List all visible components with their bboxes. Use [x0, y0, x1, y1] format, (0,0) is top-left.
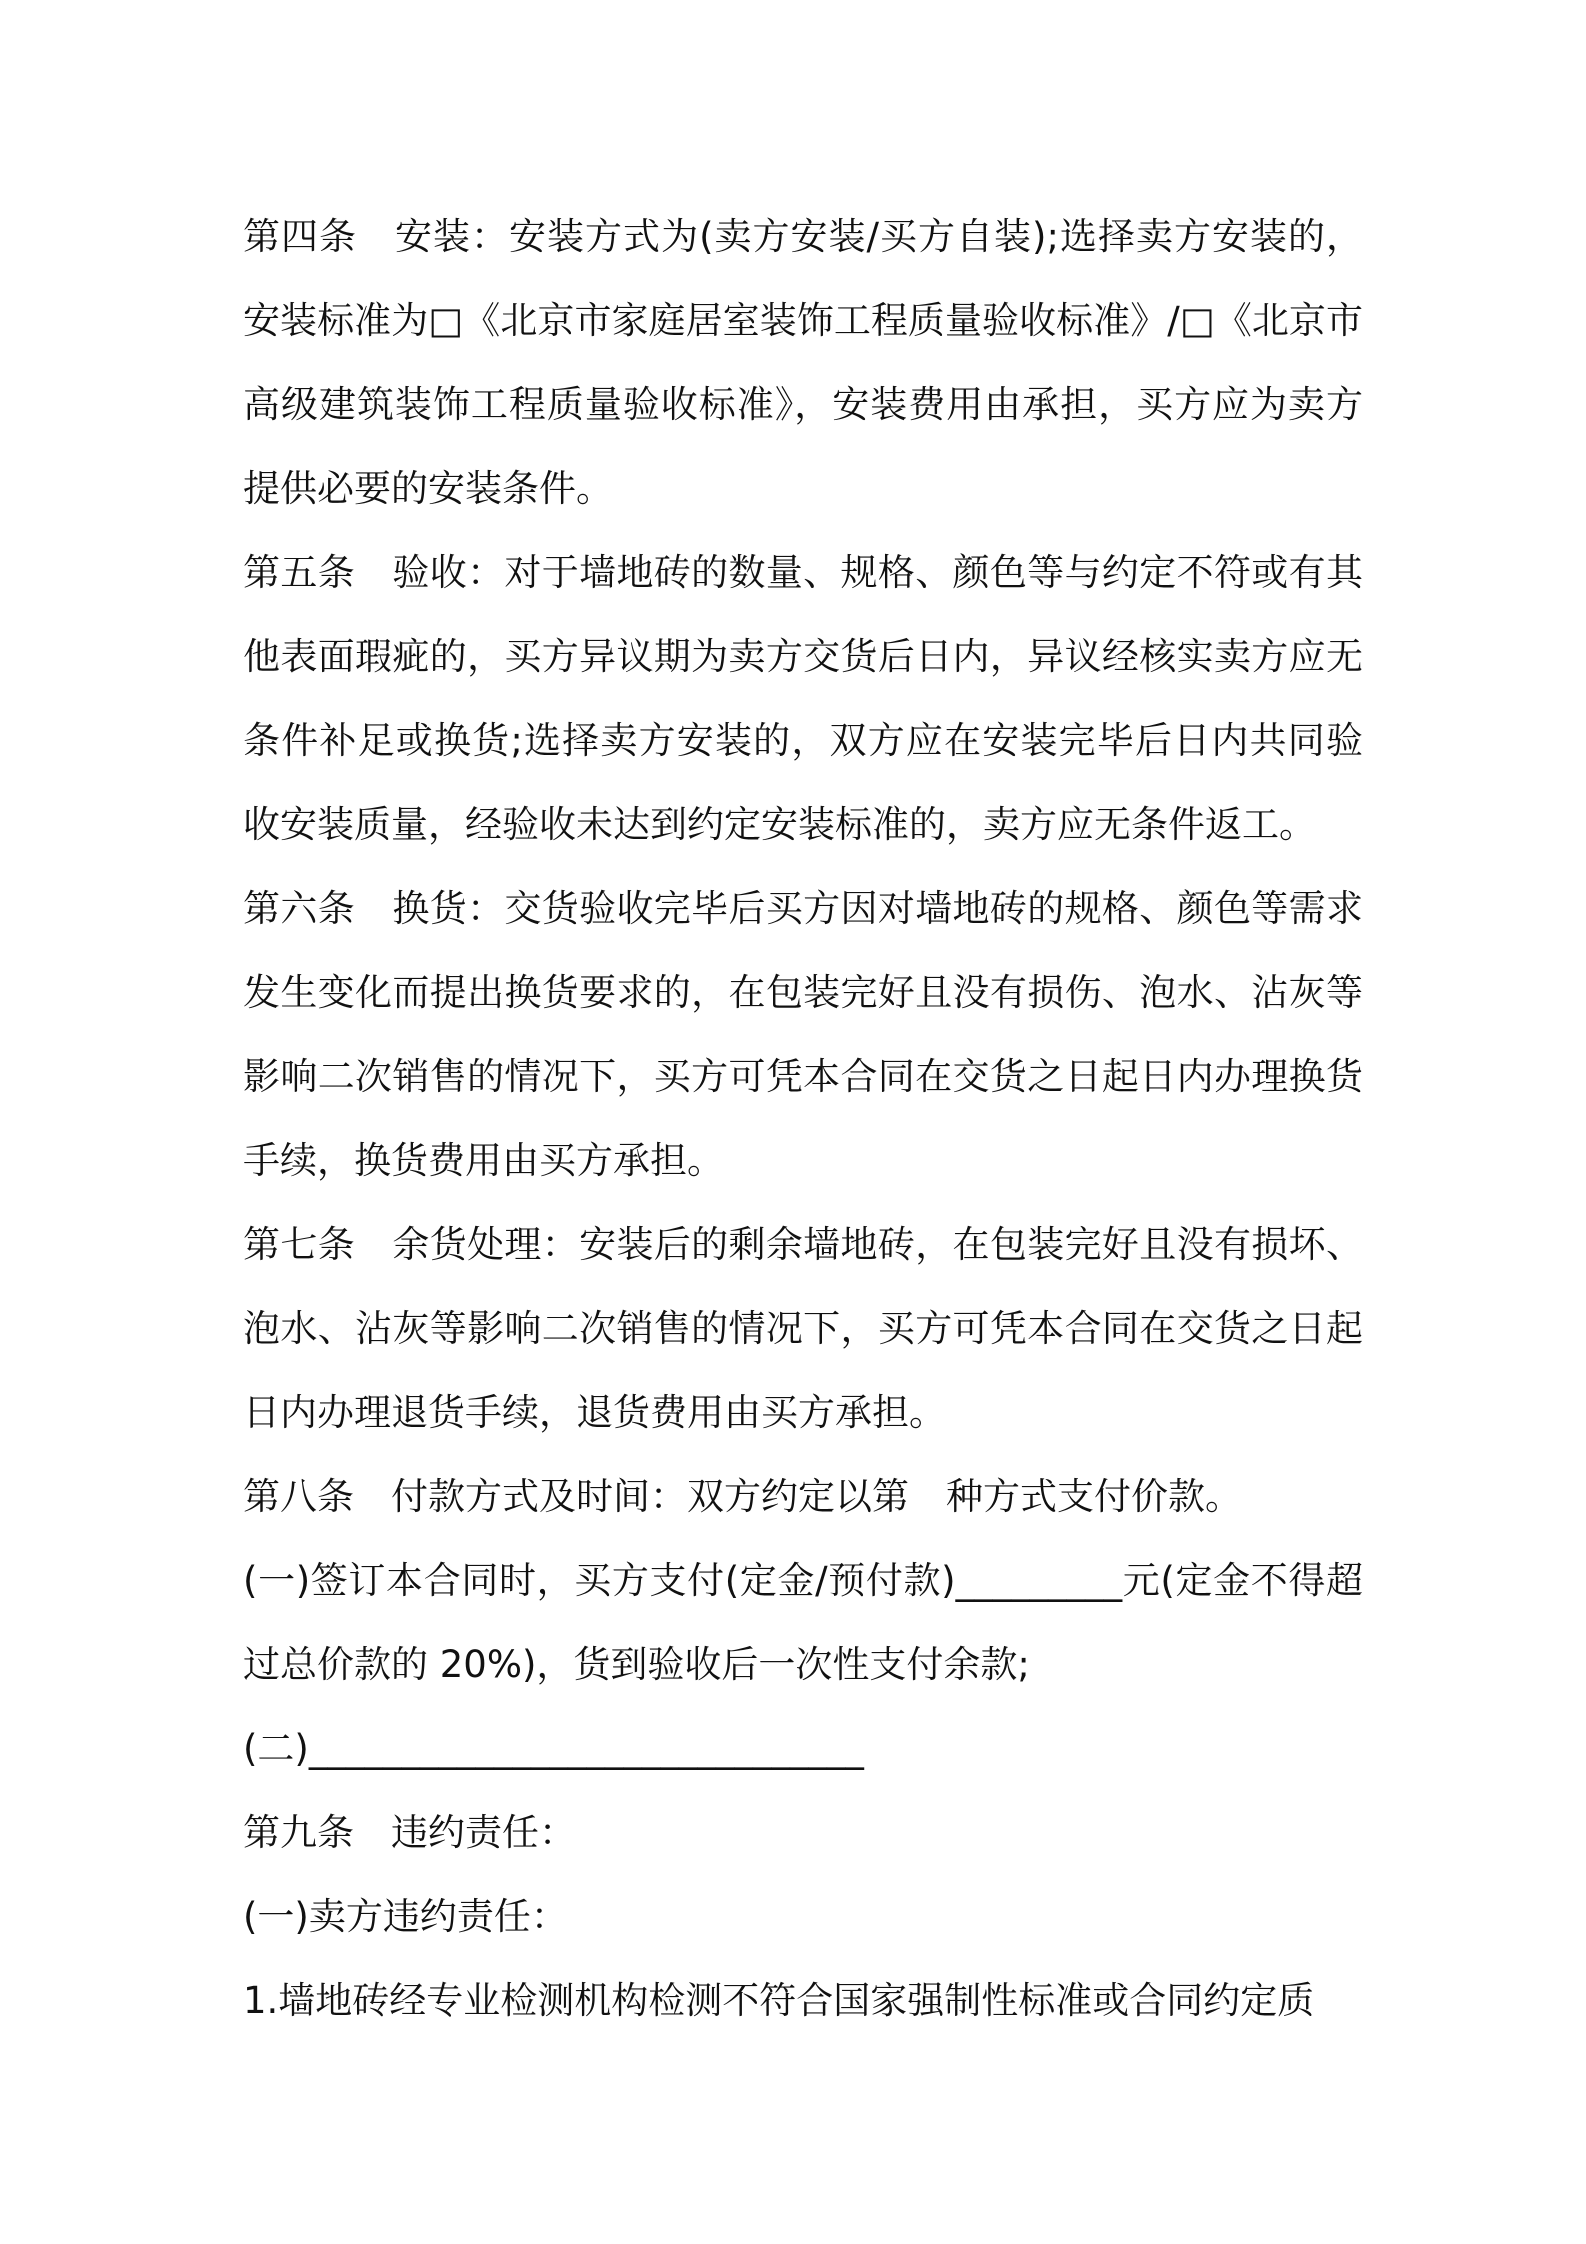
article-7-paragraph: 第七条 余货处理：安装后的剩余墙地砖，在包装完好且没有损坏、泡水、沾灰等影响二次销售的情况下，买方可凭本合同在交货之日起日内办理退货手续，退货费用由买方承担。	[243, 1223, 1363, 1434]
article-8-paragraph: 第八条 付款方式及时间：双方约定以第 种方式支付价款。	[243, 1475, 1242, 1518]
document-body	[243, 195, 1363, 2043]
article-9-paragraph: 第九条 违约责任：	[243, 1811, 576, 1854]
article-4-paragraph: 第四条 安装：安装方式为(卖方安装/买方自装);选择卖方安装的，安装标准为□《北京市家庭居室装饰工程质量验收标准》/□《北京市高级建筑装饰工程质量验收标准》，安装费用由承担，买方应为卖方提供必要的安装条件。	[243, 215, 1363, 510]
payment-option-1-paragraph: (一)签订本合同时，买方支付(定金/预付款)_________元(定金不得超过总价款的 20%)，货到验收后一次性支付余款;	[243, 1559, 1363, 1686]
payment-option-2-paragraph: (二)______________________________	[243, 1727, 864, 1770]
seller-liability-heading: (一)卖方违约责任：	[243, 1895, 568, 1938]
article-5-paragraph: 第五条 验收：对于墙地砖的数量、规格、颜色等与约定不符或有其他表面瑕疵的，买方异议期为卖方交货后日内，异议经核实卖方应无条件补足或换货;选择卖方安装的，双方应在安装完毕后日内共同验收安装质量，经验收未达到约定安装标准的，卖方应无条件返工。	[243, 551, 1363, 846]
seller-liability-item-1: 1.墙地砖经专业检测机构检测不符合国家强制性标准或合同约定质	[243, 1979, 1315, 2022]
article-6-paragraph: 第六条 换货：交货验收完毕后买方因对墙地砖的规格、颜色等需求发生变化而提出换货要求的，在包装完好且没有损伤、泡水、沾灰等影响二次销售的情况下，买方可凭本合同在交货之日起日内办理换货手续，换货费用由买方承担。	[243, 887, 1363, 1182]
